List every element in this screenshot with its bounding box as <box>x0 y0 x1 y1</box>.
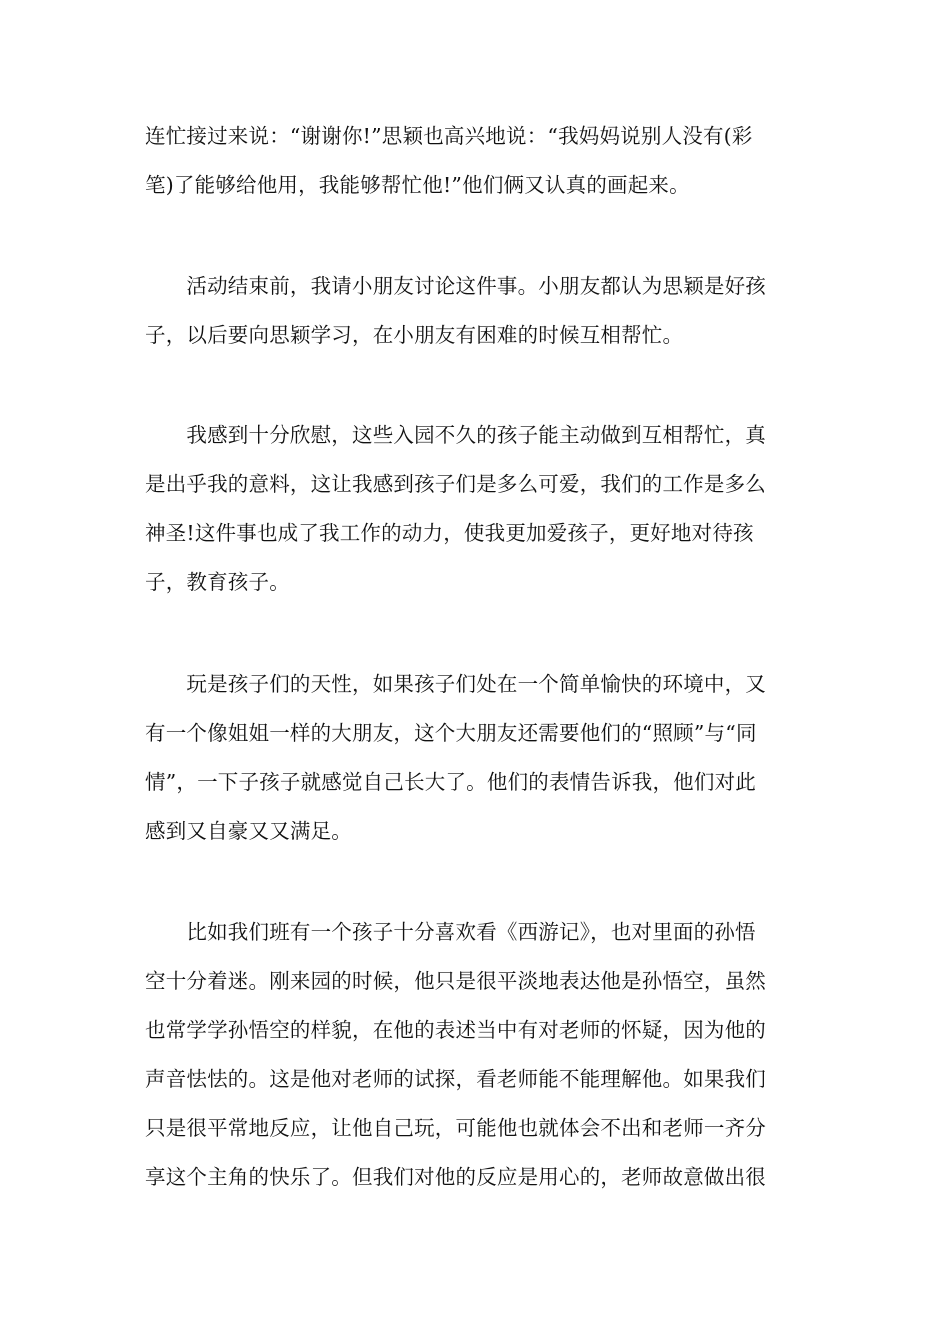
text-line: 神圣!这件事也成了我工作的动力，使我更加爱孩子，更好地对待孩 <box>145 521 754 545</box>
text-line: 比如我们班有一个孩子十分喜欢看《西游记》，也对里面的孙悟 <box>145 920 756 944</box>
text-line: 子，以后要向思颖学习，在小朋友有困难的时候互相帮忙。 <box>145 323 684 347</box>
text-line: 声音怯怯的。这是他对老师的试探，看老师能不能理解他。如果我们 <box>145 1067 766 1091</box>
text-line: 也常学学孙悟空的样貌，在他的表述当中有对老师的怀疑，因为他的 <box>145 1018 766 1042</box>
text-line: 空十分着迷。刚来园的时候，他只是很平淡地表达他是孙悟空，虽然 <box>145 969 766 993</box>
text-line: 只是很平常地反应，让他自己玩，可能他也就体会不出和老师一齐分 <box>145 1116 766 1140</box>
text-line: 感到又自豪又又满足。 <box>145 819 352 843</box>
text-line: 笔)了能够给他用，我能够帮忙他!”他们俩又认真的画起来。 <box>145 173 690 197</box>
text-line: 连忙接过来说：“谢谢你!”思颖也高兴地说：“我妈妈说别人没有(彩 <box>145 124 753 148</box>
text-line: 有一个像姐姐一样的大朋友，这个大朋友还需要他们的“照顾”与“同 <box>145 721 757 745</box>
text-line: 子，教育孩子。 <box>145 570 290 594</box>
text-line: 享这个主角的快乐了。但我们对他的反应是用心的，老师故意做出很 <box>145 1165 766 1189</box>
text-line: 情”，一下子孩子就感觉自己长大了。他们的表情告诉我，他们对此 <box>145 770 756 794</box>
text-line: 是出乎我的意料，这让我感到孩子们是多么可爱，我们的工作是多么 <box>145 472 766 496</box>
text-line: 活动结束前，我请小朋友讨论这件事。小朋友都认为思颖是好孩 <box>145 274 766 298</box>
text-line: 玩是孩子们的天性，如果孩子们处在一个简单愉快的环境中，又 <box>145 672 766 696</box>
text-line: 我感到十分欣慰，这些入园不久的孩子能主动做到互相帮忙，真 <box>145 423 766 447</box>
